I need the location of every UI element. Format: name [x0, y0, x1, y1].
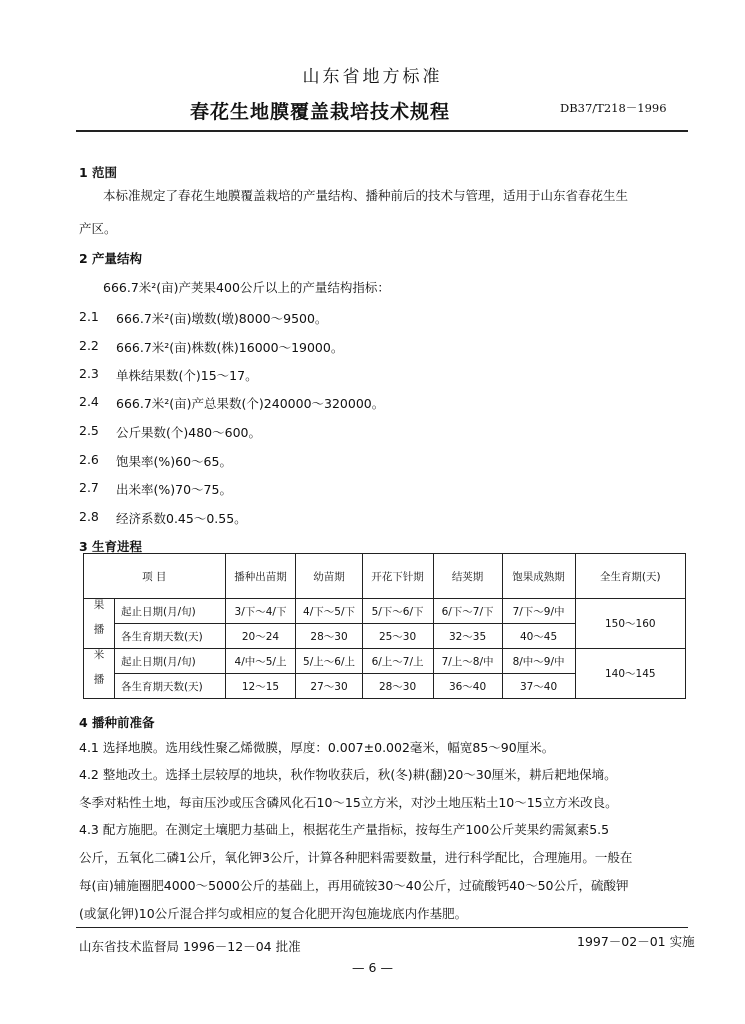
standard-code: DB37/T218－1996 — [560, 101, 667, 115]
section-2-intro: 666.7米²(亩)产荚果400公斤以上的产量结构指标： — [103, 280, 390, 295]
table-cell: 36～40 — [433, 674, 502, 699]
item-4-2-line2: 冬季对粘性土地，每亩压沙或压含磷风化石10～15立方米，对沙土地压粘土10～15立方米改良。 — [79, 795, 618, 810]
table-cell: 25～30 — [362, 624, 433, 649]
header-stage-2: 幼苗期 — [296, 554, 362, 599]
approved-by: 山东省技术监督局 1996－12－04 批准 — [79, 939, 301, 954]
item-2-1-text: 666.7米²(亩)墩数(墩)8000～9500。 — [116, 311, 328, 326]
item-2-2-num: 2.2 — [79, 338, 99, 353]
implementation-date: 1997－02－01 实施 — [577, 934, 695, 949]
header-stage-1: 播种出苗期 — [225, 554, 296, 599]
table-cell: 4/中～5/上 — [225, 649, 296, 674]
item-2-6-num: 2.6 — [79, 452, 99, 467]
section-2-heading: 2 产量结构 — [79, 251, 143, 266]
table-row — [84, 599, 686, 624]
item-2-6-text: 饱果率(%)60～65。 — [116, 454, 232, 469]
header-stage-5: 饱果成熟期 — [502, 554, 575, 599]
footer-rule — [76, 927, 688, 928]
table-row — [84, 649, 686, 674]
table-cell: 28～30 — [296, 624, 362, 649]
row-label: 各生育期天数(天) — [115, 674, 226, 699]
item-2-3-text: 单株结果数(个)15～17。 — [116, 368, 258, 383]
header-rule — [76, 130, 688, 132]
table-cell: 20～24 — [225, 624, 296, 649]
table-cell: 7/上～8/中 — [433, 649, 502, 674]
table-cell: 5/下～6/下 — [362, 599, 433, 624]
item-4-3-line3: 每(亩)辅施圈肥4000～5000公斤的基础上，再用硫铵30～40公斤，过硫酸钙40～50公斤，硫酸钾 — [79, 878, 629, 893]
group-label-kernel: 米播 — [84, 649, 115, 699]
org-title: 山东省地方标准 — [302, 67, 443, 87]
row-label: 起止日期(月/旬) — [115, 599, 226, 624]
table-cell: 7/下～9/中 — [502, 599, 575, 624]
item-2-7-num: 2.7 — [79, 480, 99, 495]
item-4-3-line1: 4.3 配方施肥。在测定土壤肥力基础上，根据花生产量指标，按每生产100公斤荚果约需氮素5.5 — [79, 822, 610, 837]
item-2-2-text: 666.7米²(亩)株数(株)16000～19000。 — [116, 340, 344, 355]
document-title: 春花生地膜覆盖栽培技术规程 — [190, 101, 451, 123]
table-cell: 32～35 — [433, 624, 502, 649]
header-total: 全生育期(天) — [575, 554, 685, 599]
page-number: — 6 — — [352, 960, 393, 975]
header-stage-3: 开花下针期 — [362, 554, 433, 599]
growth-progress-table — [83, 553, 686, 699]
item-4-3-line4: (或氯化钾)10公斤混合拌匀或相应的复合化肥开沟包施垅底内作基肥。 — [79, 906, 468, 921]
table-cell: 27～30 — [296, 674, 362, 699]
total-days-fruit: 150～160 — [575, 599, 685, 649]
section-3-heading: 3 生育进程 — [79, 539, 143, 554]
item-4-1: 4.1 选择地膜。选用线性聚乙烯微膜，厚度：0.007±0.002毫米，幅宽85～90厘米。 — [79, 740, 555, 755]
table-cell: 6/下～7/下 — [433, 599, 502, 624]
item-2-3-num: 2.3 — [79, 366, 99, 381]
item-2-8-num: 2.8 — [79, 509, 99, 524]
table-cell: 37～40 — [502, 674, 575, 699]
table-cell: 4/下～5/下 — [296, 599, 362, 624]
table-cell: 3/下～4/下 — [225, 599, 296, 624]
table-cell: 5/上～6/上 — [296, 649, 362, 674]
item-2-5-text: 公斤果数(个)480～600。 — [116, 425, 261, 440]
table-cell: 12～15 — [225, 674, 296, 699]
section-1-heading: 1 范围 — [79, 165, 118, 180]
item-4-3-line2: 公斤，五氧化二磷1公斤，氧化钾3公斤，计算各种肥料需要数量，进行科学配比，合理施用。一般在 — [79, 850, 633, 865]
header-stage-4: 结荚期 — [433, 554, 502, 599]
table-cell: 40～45 — [502, 624, 575, 649]
item-2-5-num: 2.5 — [79, 423, 99, 438]
group-label-fruit: 果播 — [84, 599, 115, 649]
total-days-kernel: 140～145 — [575, 649, 685, 699]
table-header-row — [84, 554, 686, 599]
table-cell: 6/上～7/上 — [362, 649, 433, 674]
section-4-heading: 4 播种前准备 — [79, 715, 155, 730]
row-label: 起止日期(月/旬) — [115, 649, 226, 674]
item-2-7-text: 出米率(%)70～75。 — [116, 482, 232, 497]
section-1-text-line2: 产区。 — [79, 221, 117, 236]
header-item: 项 目 — [84, 554, 226, 599]
item-4-2-line1: 4.2 整地改土。选择土层较厚的地块，秋作物收获后，秋(冬)耕(翻)20～30厘米，耕后耙地保墒。 — [79, 767, 617, 782]
table-cell: 28～30 — [362, 674, 433, 699]
item-2-8-text: 经济系数0.45～0.55。 — [116, 511, 247, 526]
section-1-text-line1: 本标准规定了春花生地膜覆盖栽培的产量结构、播种前后的技术与管理，适用于山东省春花生生 — [103, 188, 629, 203]
row-label: 各生育期天数(天) — [115, 624, 226, 649]
item-2-1-num: 2.1 — [79, 309, 99, 324]
table-cell: 8/中～9/中 — [502, 649, 575, 674]
item-2-4-text: 666.7米²(亩)产总果数(个)240000～320000。 — [116, 396, 385, 411]
item-2-4-num: 2.4 — [79, 394, 99, 409]
